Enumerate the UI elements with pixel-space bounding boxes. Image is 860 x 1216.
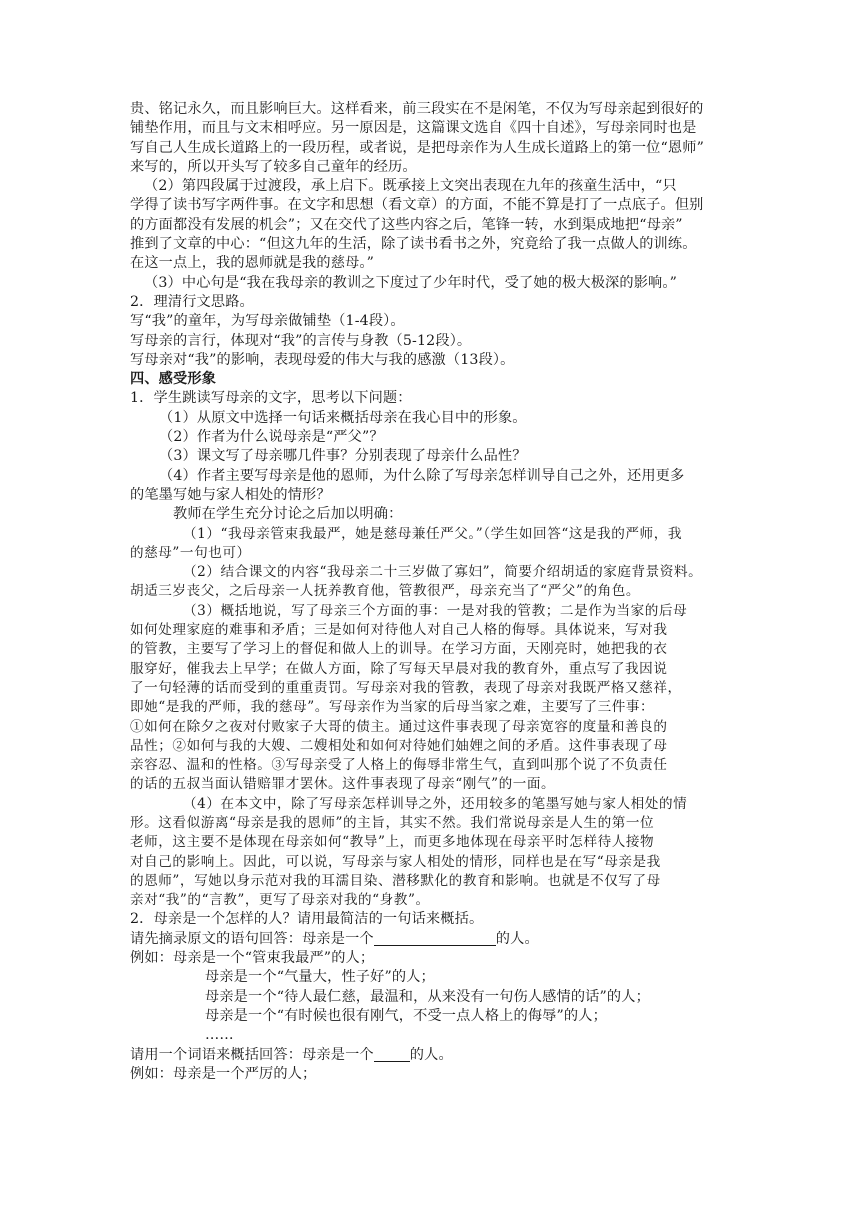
text-line: ①如何在除夕之夜对付败家子大哥的债主。通过这件事表现了母亲宽容的度量和善良的 [130,718,668,735]
text-line: 来写的，所以开头写了较多自己童年的经历。 [130,158,417,175]
text-line: 的笔墨写她与家人相处的情形？ [130,486,331,503]
text-line: 母亲是一个“待人最仁慈，最温和，从来没有一句伤人感情的话”的人； [205,988,650,1005]
text-line: 的方面都没有发展的机会”；又在交代了这些内容之后，笔锋一转，水到渠成地把“母亲” [130,216,683,233]
text-line: （2）第四段属于过渡段，承上启下。既承接上文突出表现在九年的孩童生活中，“只 [144,178,677,195]
text-line: （3）课文写了母亲哪几件事？分别表现了母亲什么品性？ [159,448,527,465]
text-line: 胡适三岁丧父，之后母亲一人抚养教育他，管教很严，母亲充当了“严父”的角色。 [130,583,641,600]
answer-blank [374,931,496,946]
text-line: 品性；②如何与我的大嫂、二嫂相处和如何对待她们妯娌之间的矛盾。这件事表现了母 [130,737,668,754]
text-line: （1）“我母亲管束我最严，她是慈母兼任严父。”（学生如回答“这是我的严师，我 [183,525,682,542]
prompt-text: 请用一个词语来概括回答： [130,1046,303,1063]
prompt-text: 请先摘录原文的语句回答： [130,930,303,947]
text-line: 亲容忍、温和的性格。③写母亲受了人格上的侮辱非常生气，直到叫那个说了不负责任 [130,757,668,774]
text-line: 的恩师”，写她以身示范对我的耳濡目染、潜移默化的教育和影响。也就是不仅写了母 [130,872,661,889]
text-line: 即她“是我的严师，我的慈母”。写母亲作为当家的后母当家之难，主要写了三件事： [130,699,655,716]
text-line: （4）作者主要写母亲是他的恩师，为什么除了写母亲怎样训导自己之外，还用更多 [159,467,685,484]
text-line: 2．理清行文思路。 [130,293,254,310]
text-line: 了一句轻薄的话而受到的重重责罚。写母亲对我的管教，表现了母亲对我既严格又慈祥， [130,679,682,696]
text-line: 服穿好，催我去上早学；在做人方面，除了写每天早晨对我的教育外，重点写了我因说 [130,660,668,677]
text-line: 推到了文章的中心：“但这九年的生活，除了读书看书之外，究竟给了我一点做人的训练。 [130,236,697,253]
text-line: 的管教，主要写了学习上的督促和做人上的训导。在学习方面，天刚亮时，她把我的衣 [130,641,668,658]
text-line: （3）中心句是“我在我母亲的教训之下度过了少年时代，受了她的极大极深的影响。” [144,274,678,291]
text-line: 1．学生跳读写母亲的文字，思考以下问题： [130,390,412,407]
text-line: 学得了读书写字两件事。在文字和思想（看文章）的方面，不能不算是打了一点底子。但别 [130,197,704,214]
text-line: （2）作者为什么说母亲是“严父”？ [159,429,384,446]
text-line: 2．母亲是一个怎样的人？请用最简洁的一句话来概括。 [130,911,484,928]
text-line: 例如：母亲是一个严厉的人； [130,1065,317,1082]
text-line: （4）在本文中，除了写母亲怎样训导之外，还用较多的笔墨写她与家人相处的情 [183,795,688,812]
answer-suffix: 的人。 [409,1046,453,1063]
ellipsis: …… [205,1027,234,1044]
text-line: 写母亲的言行，体现对“我”的言传与身教（5-12段）。 [130,332,472,349]
text-line: 的话的五叔当面认错赔罪才罢休。这件事表现了母亲“刚气”的一面。 [130,776,556,793]
answer-stem: 母亲是一个 [302,930,374,947]
text-line: 亲对“我”的“言教”，更写了母亲对我的“身教”。 [130,892,430,909]
text-line: 写自己人生成长道路上的一段历程，或者说，是把母亲作为人生成长道路上的第一位“恩师” [130,139,704,156]
text-line: （3）概括地说，写了母亲三个方面的事：一是对我的管教；二是作为当家的后母 [183,602,688,619]
text-line: 在这一点上，我的恩师就是我的慈母。” [130,255,375,272]
text-line: 贵、铭记永久，而且影响巨大。这样看来，前三段实在不是闲笔，不仅为写母亲起到很好的 [130,101,704,117]
text-line: 形。这看似游离“母亲是我的恩师”的主旨，其实不然。我们常说母亲是人生的第一位 [130,814,655,831]
text-line: 母亲是一个“有时候也很有刚气，不受一点人格上的侮辱”的人； [205,1007,607,1024]
text-line: 如何处理家庭的难事和矛盾；三是如何对待他人对自己人格的侮辱。具体说来，写对我 [130,622,668,639]
answer-stem: 母亲是一个 [302,1046,374,1063]
text-line: （2）结合课文的内容“我母亲二十三岁做了寡妇”，简要介绍胡适的家庭背景资料。 [183,564,703,581]
text-line: 写母亲对“我”的影响，表现母爱的伟大与我的感激（13段）。 [130,351,515,368]
answer-blank [374,1047,410,1062]
text-line: 例如：母亲是一个“管束我最严”的人； [130,950,375,967]
text-line: 铺垫作用，而且与文末相呼应。另一原因是，这篇课文选自《四十自述》，写母亲同时也是 [130,120,697,137]
answer-suffix: 的人。 [495,930,539,947]
text-line [130,930,764,949]
section-heading: 四、感受形象 [130,371,217,388]
text-line: 对自己的影响上。因此，可以说，写母亲与家人相处的情形，同样也是在写“母亲是我 [130,853,661,870]
text-line: 教师在学生充分讨论之后加以明确： [173,506,403,523]
text-line: （1）从原文中选择一句话来概括母亲在我心目中的形象。 [159,409,527,426]
text-line: 的慈母”一句也可） [130,544,251,561]
text-line: 写“我”的童年，为写母亲做铺垫（1-4段）。 [130,313,405,330]
text-line [130,1046,764,1065]
text-line: 母亲是一个“气量大，性子好”的人； [205,969,435,986]
text-line: 老师，这主要不是体现在母亲如何“教导”上，而更多地体现在母亲平时怎样待人接物 [130,834,655,851]
